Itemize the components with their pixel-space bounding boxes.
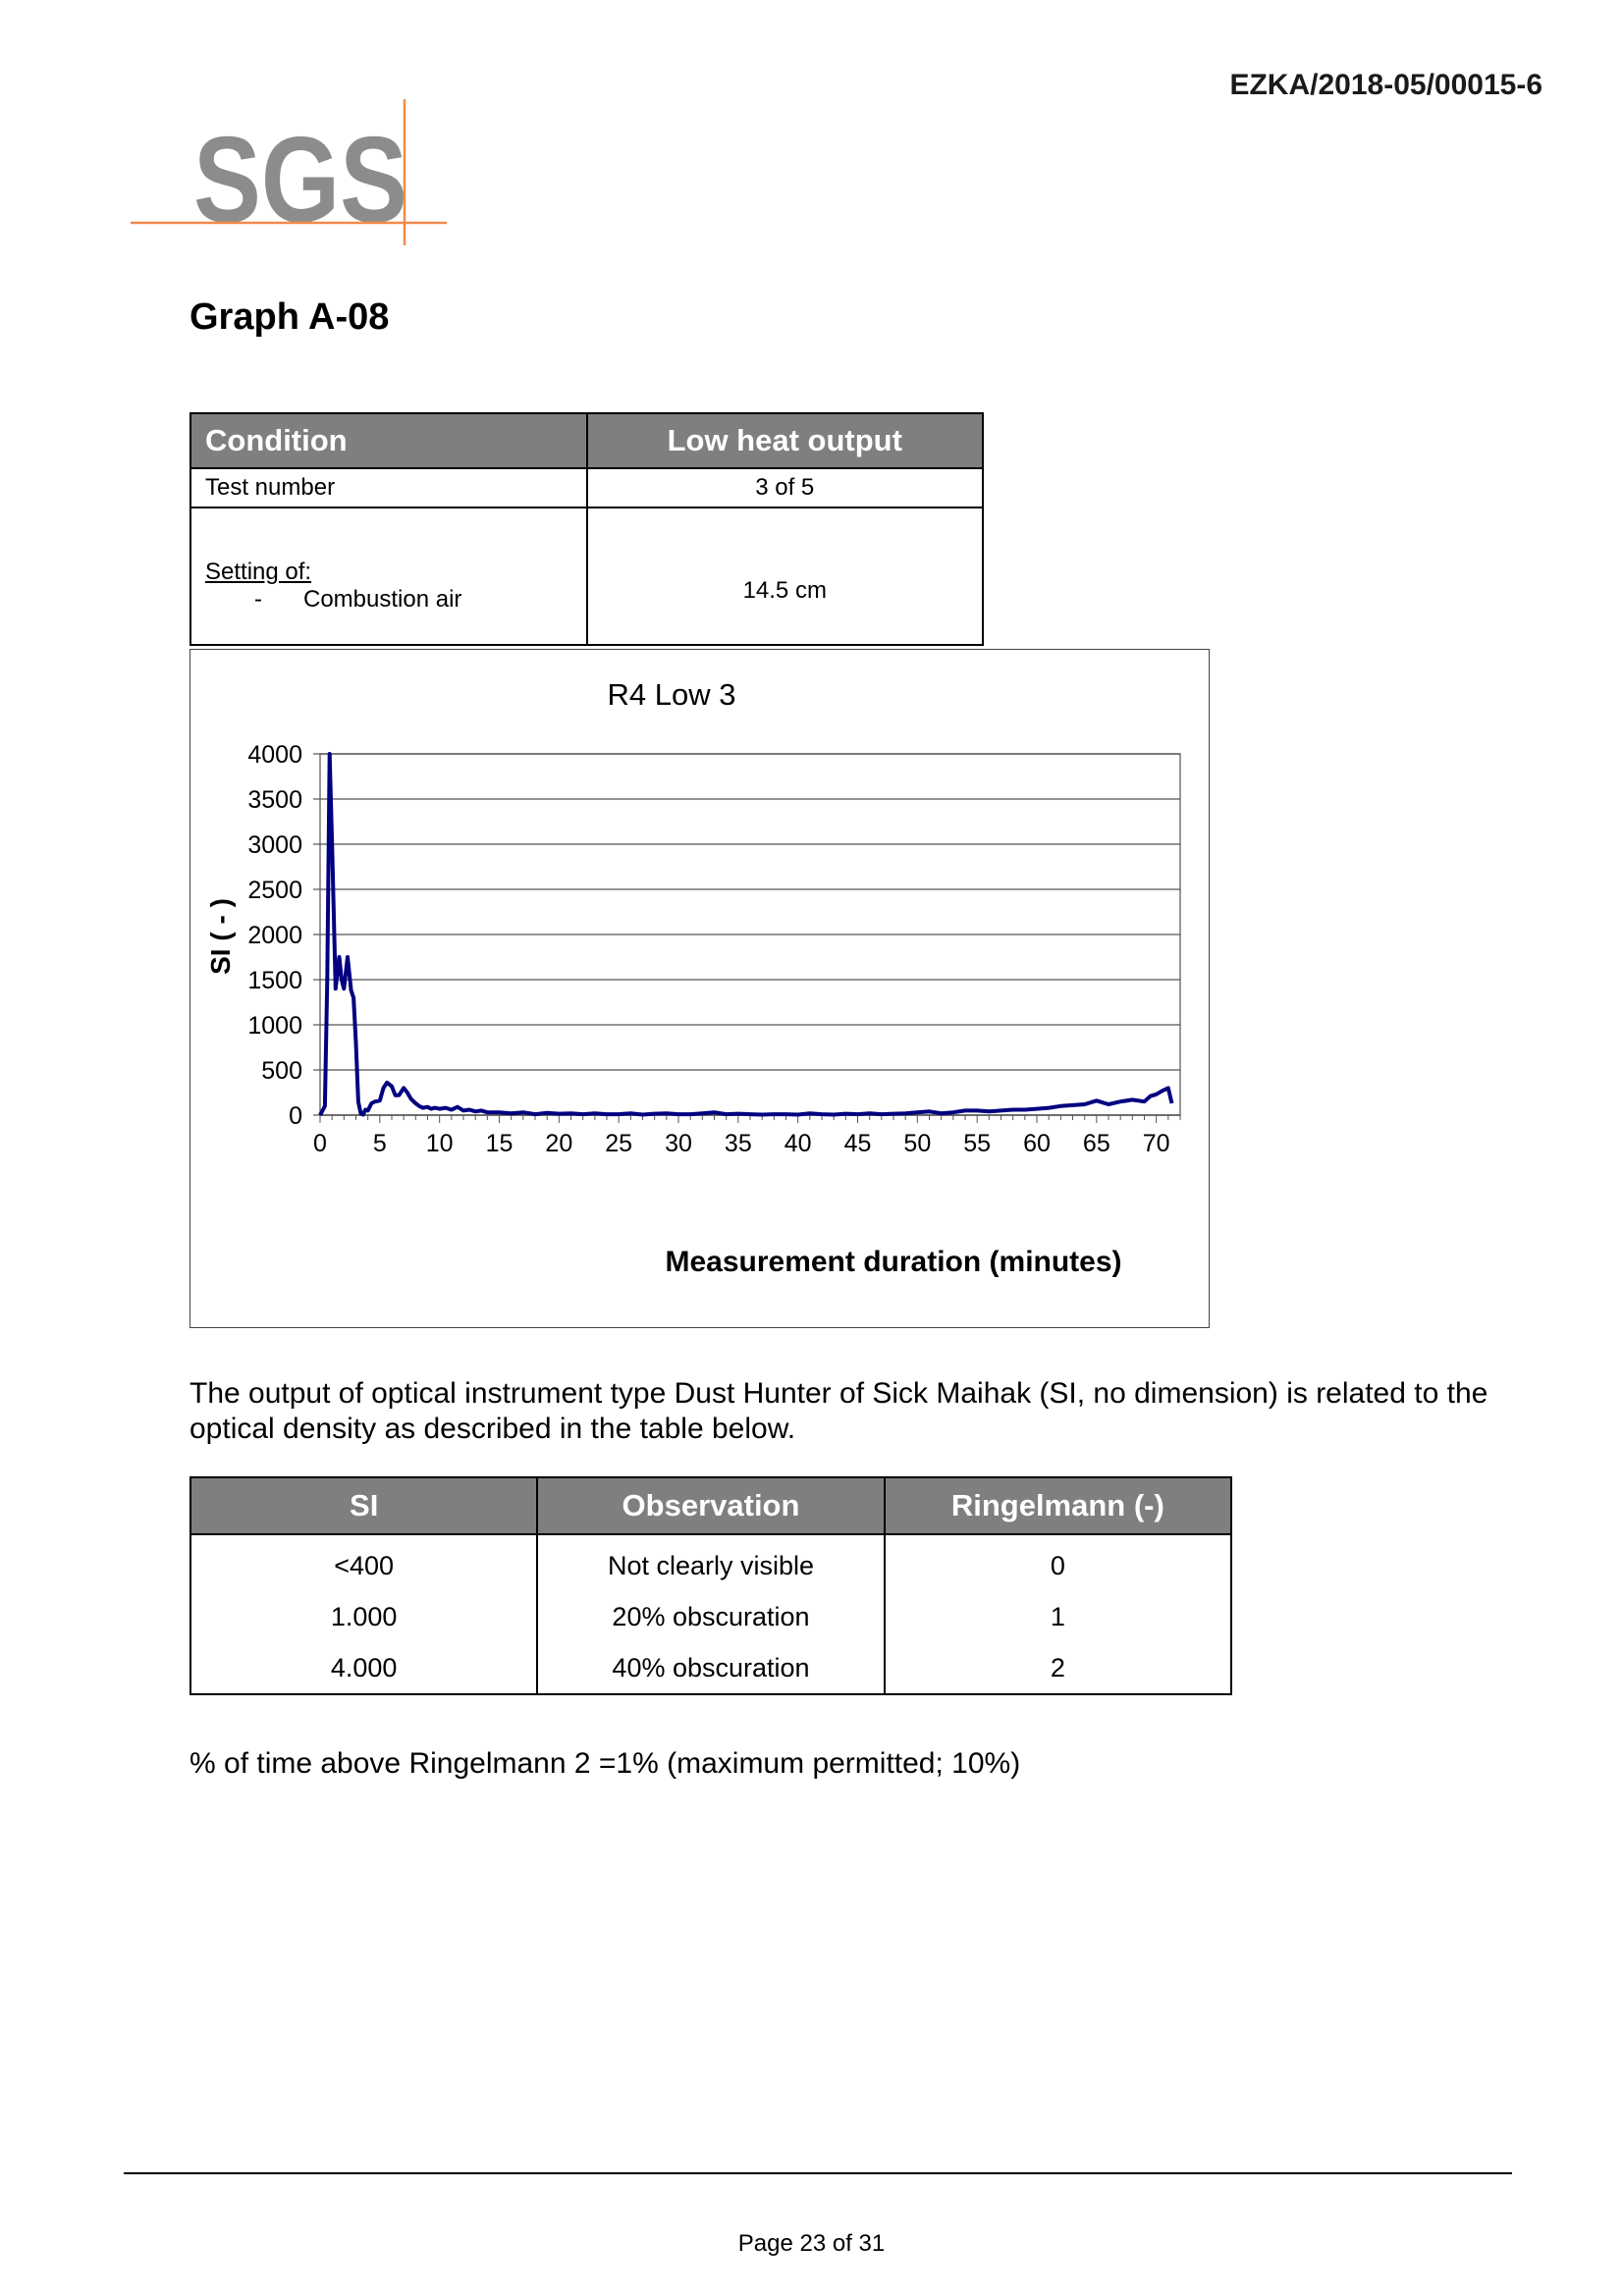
si-cell: <400: [190, 1534, 537, 1591]
y-tick-label: 1500: [247, 967, 302, 994]
x-tick-label: 50: [903, 1130, 932, 1157]
observation-header: Observation: [537, 1477, 884, 1534]
svg-text:SGS: SGS: [193, 113, 407, 248]
observation-cell: 20% obscuration: [537, 1591, 884, 1642]
x-tick-label: 30: [665, 1130, 692, 1157]
x-tick-label: 10: [425, 1130, 454, 1157]
condition-value-header: Low heat output: [587, 413, 984, 468]
combustion-air-value: 14.5 cm: [587, 507, 984, 645]
y-tick-label: 3000: [247, 831, 302, 859]
x-tick-label: 60: [1023, 1130, 1051, 1157]
page-number: Page 23 of 31: [737, 2230, 886, 2257]
x-tick-label: 70: [1142, 1130, 1170, 1157]
condition-header: Condition: [190, 413, 587, 468]
table-row: [190, 1642, 1231, 1694]
table-row: [190, 507, 983, 645]
setting-item-label: Combustion air: [303, 586, 462, 613]
ringelmann-cell: 0: [885, 1534, 1231, 1591]
y-tick-label: 2000: [247, 922, 302, 949]
setting-dash: -: [254, 586, 262, 613]
ringelmann-note: % of time above Ringelmann 2 =1% (maximum permitted; 10%): [189, 1747, 1021, 1780]
footer-divider: [124, 2172, 1512, 2174]
x-tick-label: 20: [545, 1130, 573, 1157]
si-table: [189, 1476, 1232, 1695]
ringelmann-header: Ringelmann (-): [885, 1477, 1231, 1534]
setting-label: Setting of:: [205, 559, 312, 585]
si-line-chart: [190, 650, 1211, 1329]
intro-text: The output of optical instrument type Dust Hunter of Sick Maihak (SI, no dimension) is related to the optical density as described in the table below.: [189, 1377, 1488, 1445]
y-tick-label: 2500: [247, 877, 302, 904]
ringelmann-cell: 2: [885, 1642, 1231, 1694]
document-reference: EZKA/2018-05/00015-6: [1229, 69, 1542, 101]
y-tick-label: 4000: [247, 741, 302, 769]
table-row: [190, 468, 983, 507]
x-tick-label: 15: [485, 1130, 514, 1157]
chart-title: R4 Low 3: [607, 677, 736, 712]
chart-frame: [189, 649, 1210, 1328]
x-tick-label: 55: [963, 1130, 992, 1157]
x-tick-label: 5: [372, 1130, 387, 1157]
condition-table: [189, 412, 984, 646]
si-cell: 4.000: [190, 1642, 537, 1694]
x-tick-label: 45: [843, 1130, 872, 1157]
y-tick-label: 0: [289, 1102, 302, 1130]
table-row: [190, 1591, 1231, 1642]
ringelmann-cell: 1: [885, 1591, 1231, 1642]
y-tick-label: 1000: [247, 1012, 302, 1040]
x-tick-label: 35: [724, 1130, 752, 1157]
observation-cell: Not clearly visible: [537, 1534, 884, 1591]
y-axis-label: SI ( - ): [205, 898, 236, 975]
graph-title: Graph A-08: [189, 296, 390, 338]
y-tick-label: 500: [261, 1057, 302, 1085]
observation-cell: 40% obscuration: [537, 1642, 884, 1694]
sgs-logo: [131, 96, 455, 253]
x-axis-label: Measurement duration (minutes): [665, 1246, 1122, 1278]
si-cell: 1.000: [190, 1591, 537, 1642]
setting-item: [205, 586, 572, 614]
table-row: [190, 1534, 1231, 1591]
test-number-value: 3 of 5: [587, 468, 984, 507]
test-number-label: Test number: [190, 468, 587, 507]
si-header: SI: [190, 1477, 537, 1534]
x-tick-label: 65: [1082, 1130, 1110, 1157]
x-tick-label: 0: [313, 1130, 327, 1157]
x-tick-label: 40: [784, 1130, 812, 1157]
y-tick-label: 3500: [247, 786, 302, 814]
x-tick-label: 25: [605, 1130, 633, 1157]
